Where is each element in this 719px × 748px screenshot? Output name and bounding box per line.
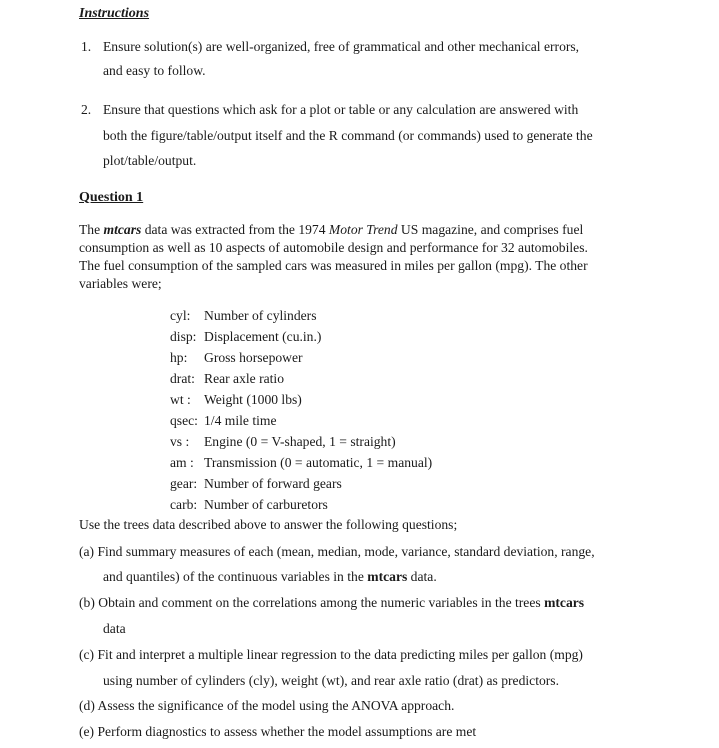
part-e-line: (e) Perform diagnostics to assess whether the model assumptions are met — [79, 724, 477, 739]
variable-key: vs : — [170, 434, 190, 449]
magazine-name: Motor Trend — [328, 222, 398, 237]
part-d-line: (d) Assess the significance of the model using the ANOVA approach. — [79, 698, 455, 713]
variable-desc: Number of carburetors — [204, 497, 328, 512]
variable-key: hp: — [170, 350, 188, 365]
variable-row — [170, 307, 317, 324]
question-heading: Question 1 — [79, 190, 144, 205]
variable-desc: Transmission (0 = automatic, 1 = manual) — [204, 455, 433, 470]
instruction-number-1: 1. — [81, 39, 92, 54]
instruction-1-line-1: Ensure solution(s) are well-organized, free of grammatical and other mechanical errors, — [103, 39, 580, 54]
variable-desc: Gross horsepower — [204, 350, 303, 365]
variable-key: am : — [170, 455, 194, 470]
part-a-text: and quantiles) of the continuous variables in the — [103, 569, 368, 584]
variable-key: cyl: — [170, 308, 191, 323]
intro-text: The — [79, 222, 104, 237]
variable-desc: Rear axle ratio — [204, 371, 285, 386]
intro-text: data was extracted from the 1974 — [141, 222, 329, 237]
variable-key: gear: — [170, 476, 198, 491]
variable-row — [170, 496, 328, 513]
dataset-name: mtcars — [103, 222, 142, 237]
dataset-name-bold: mtcars — [367, 569, 408, 584]
intro-text: US magazine, and comprises fuel — [397, 222, 584, 237]
variable-key: qsec: — [170, 413, 198, 428]
variable-row — [170, 370, 284, 387]
intro-line-4: variables were; — [79, 276, 162, 291]
part-b-line-2: data — [103, 621, 126, 636]
intro-line-3: The fuel consumption of the sampled cars was measured in miles per gallon (mpg). The other — [79, 258, 588, 273]
variable-desc: 1/4 mile time — [204, 413, 277, 428]
variable-desc: Engine (0 = V-shaped, 1 = straight) — [204, 434, 396, 449]
instruction-2-line-1: Ensure that questions which ask for a plot or table or any calculation are answered with — [103, 102, 579, 117]
variable-row — [170, 412, 277, 429]
part-a-text: data. — [407, 569, 437, 584]
intro-line-1 — [79, 221, 583, 238]
part-c-line-2: using number of cylinders (cly), weight (wt), and rear axle ratio (drat) as predictors. — [103, 673, 559, 688]
variable-desc: Number of forward gears — [204, 476, 342, 491]
instruction-number-2: 2. — [81, 102, 92, 117]
part-b-text: (b) Obtain and comment on the correlations among the numeric variables in the trees — [79, 595, 545, 610]
use-data-line: Use the trees data described above to answer the following questions; — [79, 517, 458, 532]
variable-row — [170, 349, 303, 366]
variable-key: drat: — [170, 371, 195, 386]
variable-desc: Number of cylinders — [204, 308, 317, 323]
variable-key: carb: — [170, 497, 198, 512]
variable-desc: Displacement (cu.in.) — [204, 329, 322, 344]
variable-row — [170, 328, 321, 345]
intro-line-2: consumption as well as 10 aspects of automobile design and performance for 32 automobiles. — [79, 240, 588, 255]
part-b-line-1 — [79, 594, 584, 611]
variable-desc: Weight (1000 lbs) — [204, 392, 302, 407]
instruction-2-line-3: plot/table/output. — [103, 153, 197, 168]
part-c-line-1: (c) Fit and interpret a multiple linear regression to the data predicting miles per gallon (mpg) — [79, 647, 583, 662]
instruction-2-line-2: both the figure/table/output itself and the R command (or commands) used to generate the — [103, 128, 593, 143]
dataset-name-bold: mtcars — [544, 595, 585, 610]
variable-row — [170, 454, 432, 471]
variable-row — [170, 391, 302, 408]
part-a-line-2 — [103, 568, 437, 585]
variable-row — [170, 433, 396, 450]
variable-key: disp: — [170, 329, 197, 344]
variable-row — [170, 475, 342, 492]
part-a-line-1: (a) Find summary measures of each (mean, median, mode, variance, standard deviation, range, — [79, 544, 595, 559]
instruction-1-line-2: and easy to follow. — [103, 63, 206, 78]
variable-key: wt : — [170, 392, 191, 407]
instructions-heading: Instructions — [79, 6, 150, 21]
